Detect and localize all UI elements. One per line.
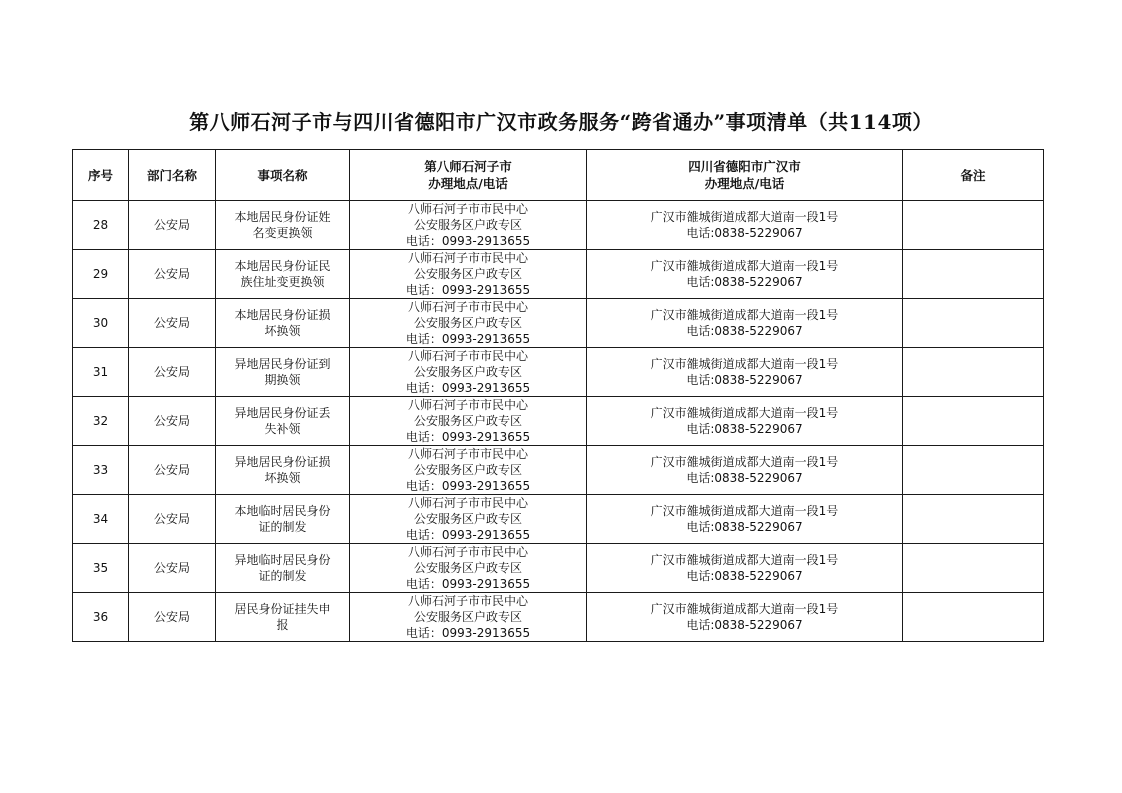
guanghan-location-line: 电话:0838-5229067 [686, 373, 803, 387]
guanghan-location-line: 广汉市雒城街道成都大道南一段1号 [650, 406, 839, 420]
table-row [73, 348, 1044, 397]
shihezi-location-line: 八师石河子市市民中心 [407, 447, 528, 461]
item-name-line: 本地居民身份证民 [234, 259, 331, 273]
shihezi-location-line: 电话：0993-2913655 [405, 332, 531, 346]
item-name-cell [216, 446, 350, 495]
row-number-cell: 31 [73, 348, 129, 397]
header-location-shihezi-line2: 办理地点/电话 [428, 176, 508, 191]
remark-cell [903, 495, 1044, 544]
table-body [73, 201, 1044, 642]
item-name-line: 期换领 [264, 373, 301, 387]
shihezi-location-line: 公安服务区户政专区 [413, 512, 522, 526]
shihezi-location-cell [350, 299, 587, 348]
header-item: 事项名称 [216, 150, 350, 201]
item-name-line: 证的制发 [258, 569, 307, 583]
guanghan-location-cell [587, 250, 903, 299]
shihezi-location-line: 公安服务区户政专区 [413, 561, 522, 575]
remark-cell [903, 250, 1044, 299]
table-row [73, 201, 1044, 250]
item-name-line: 异地居民身份证损 [234, 455, 331, 469]
table-row [73, 397, 1044, 446]
row-number-cell: 32 [73, 397, 129, 446]
shihezi-location-cell [350, 495, 587, 544]
item-name-line: 失补领 [264, 422, 301, 436]
row-number-cell: 35 [73, 544, 129, 593]
item-name-line: 证的制发 [258, 520, 307, 534]
remark-cell [903, 593, 1044, 642]
header-location-guanghan-line2: 办理地点/电话 [704, 176, 785, 191]
item-name-cell [216, 348, 350, 397]
remark-cell [903, 201, 1044, 250]
item-name-line: 坏换领 [264, 471, 301, 485]
header-location-shihezi-line1: 第八师石河子市 [424, 159, 512, 174]
guanghan-location-line: 广汉市雒城街道成都大道南一段1号 [650, 553, 839, 567]
header-dept: 部门名称 [129, 150, 216, 201]
shihezi-location-line: 八师石河子市市民中心 [407, 545, 528, 559]
item-name-line: 异地居民身份证丢 [234, 406, 331, 420]
remark-cell [903, 446, 1044, 495]
shihezi-location-line: 公安服务区户政专区 [413, 463, 522, 477]
item-name-line: 报 [276, 618, 289, 632]
guanghan-location-line: 电话:0838-5229067 [686, 422, 803, 436]
item-name-line: 本地临时居民身份 [234, 504, 331, 518]
item-name-cell [216, 201, 350, 250]
shihezi-location-line: 电话：0993-2913655 [405, 577, 531, 591]
item-name-cell [216, 544, 350, 593]
guanghan-location-line: 电话:0838-5229067 [686, 275, 803, 289]
table-row [73, 250, 1044, 299]
department-cell: 公安局 [129, 593, 216, 642]
department-cell: 公安局 [129, 397, 216, 446]
shihezi-location-line: 八师石河子市市民中心 [407, 251, 528, 265]
shihezi-location-line: 公安服务区户政专区 [413, 610, 522, 624]
row-number-cell: 30 [73, 299, 129, 348]
item-name-cell [216, 495, 350, 544]
shihezi-location-line: 八师石河子市市民中心 [407, 594, 528, 608]
department-cell: 公安局 [129, 299, 216, 348]
item-name-line: 本地居民身份证损 [234, 308, 331, 322]
department-cell: 公安局 [129, 250, 216, 299]
row-number-cell: 33 [73, 446, 129, 495]
table-row [73, 495, 1044, 544]
shihezi-location-line: 公安服务区户政专区 [413, 365, 522, 379]
shihezi-location-line: 公安服务区户政专区 [413, 218, 522, 232]
guanghan-location-line: 电话:0838-5229067 [686, 471, 803, 485]
item-name-line: 居民身份证挂失申 [234, 602, 331, 616]
table-header-row [73, 150, 1044, 201]
guanghan-location-line: 广汉市雒城街道成都大道南一段1号 [650, 504, 839, 518]
department-cell: 公安局 [129, 544, 216, 593]
header-remark: 备注 [903, 150, 1044, 201]
remark-cell [903, 299, 1044, 348]
shihezi-location-line: 电话：0993-2913655 [405, 430, 531, 444]
item-name-cell [216, 397, 350, 446]
row-number-cell: 34 [73, 495, 129, 544]
page-title: 第八师石河子市与四川省德阳市广汉市政务服务“跨省通办”事项清单（共114项） [189, 110, 933, 134]
department-cell: 公安局 [129, 201, 216, 250]
shihezi-location-cell [350, 593, 587, 642]
shihezi-location-line: 电话：0993-2913655 [405, 381, 531, 395]
guanghan-location-cell [587, 348, 903, 397]
table-row [73, 544, 1044, 593]
row-number-cell: 28 [73, 201, 129, 250]
remark-cell [903, 397, 1044, 446]
item-name-line: 异地居民身份证到 [234, 357, 331, 371]
header-location-shihezi [350, 150, 587, 201]
item-name-line: 坏换领 [264, 324, 301, 338]
guanghan-location-line: 电话:0838-5229067 [686, 618, 803, 632]
department-cell: 公安局 [129, 446, 216, 495]
shihezi-location-line: 公安服务区户政专区 [413, 267, 522, 281]
shihezi-location-cell [350, 348, 587, 397]
item-name-cell [216, 593, 350, 642]
shihezi-location-line: 八师石河子市市民中心 [407, 300, 528, 314]
table-row [73, 446, 1044, 495]
department-cell: 公安局 [129, 348, 216, 397]
guanghan-location-line: 广汉市雒城街道成都大道南一段1号 [650, 259, 839, 273]
guanghan-location-cell [587, 495, 903, 544]
guanghan-location-cell [587, 201, 903, 250]
shihezi-location-cell [350, 201, 587, 250]
item-name-cell [216, 250, 350, 299]
guanghan-location-line: 电话:0838-5229067 [686, 520, 803, 534]
row-number-cell: 29 [73, 250, 129, 299]
service-items-table [72, 149, 1044, 642]
item-name-line: 异地临时居民身份 [234, 553, 331, 567]
header-no: 序号 [73, 150, 129, 201]
guanghan-location-line: 电话:0838-5229067 [686, 226, 803, 240]
shihezi-location-line: 电话：0993-2913655 [405, 528, 531, 542]
guanghan-location-line: 电话:0838-5229067 [686, 324, 803, 338]
guanghan-location-cell [587, 397, 903, 446]
shihezi-location-cell [350, 544, 587, 593]
shihezi-location-cell [350, 250, 587, 299]
guanghan-location-cell [587, 299, 903, 348]
shihezi-location-line: 电话：0993-2913655 [405, 283, 531, 297]
shihezi-location-cell [350, 397, 587, 446]
guanghan-location-line: 广汉市雒城街道成都大道南一段1号 [650, 210, 839, 224]
shihezi-location-line: 电话：0993-2913655 [405, 626, 531, 640]
row-number-cell: 36 [73, 593, 129, 642]
shihezi-location-line: 公安服务区户政专区 [413, 316, 522, 330]
header-location-guanghan [587, 150, 903, 201]
guanghan-location-cell [587, 544, 903, 593]
shihezi-location-line: 八师石河子市市民中心 [407, 398, 528, 412]
header-location-guanghan-line1: 四川省德阳市广汉市 [688, 159, 801, 174]
department-cell: 公安局 [129, 495, 216, 544]
guanghan-location-line: 广汉市雒城街道成都大道南一段1号 [650, 357, 839, 371]
guanghan-location-cell [587, 446, 903, 495]
shihezi-location-line: 八师石河子市市民中心 [407, 202, 528, 216]
item-name-cell [216, 299, 350, 348]
shihezi-location-line: 电话：0993-2913655 [405, 234, 531, 248]
remark-cell [903, 348, 1044, 397]
table-row [73, 299, 1044, 348]
shihezi-location-cell [350, 446, 587, 495]
shihezi-location-line: 公安服务区户政专区 [413, 414, 522, 428]
shihezi-location-line: 八师石河子市市民中心 [407, 349, 528, 363]
remark-cell [903, 544, 1044, 593]
item-name-line: 族住址变更换领 [240, 275, 325, 289]
item-name-line: 本地居民身份证姓 [234, 210, 331, 224]
table-row [73, 593, 1044, 642]
guanghan-location-line: 广汉市雒城街道成都大道南一段1号 [650, 602, 839, 616]
item-name-line: 名变更换领 [252, 226, 313, 240]
shihezi-location-line: 八师石河子市市民中心 [407, 496, 528, 510]
guanghan-location-line: 电话:0838-5229067 [686, 569, 803, 583]
guanghan-location-line: 广汉市雒城街道成都大道南一段1号 [650, 308, 839, 322]
guanghan-location-line: 广汉市雒城街道成都大道南一段1号 [650, 455, 839, 469]
guanghan-location-cell [587, 593, 903, 642]
shihezi-location-line: 电话：0993-2913655 [405, 479, 531, 493]
